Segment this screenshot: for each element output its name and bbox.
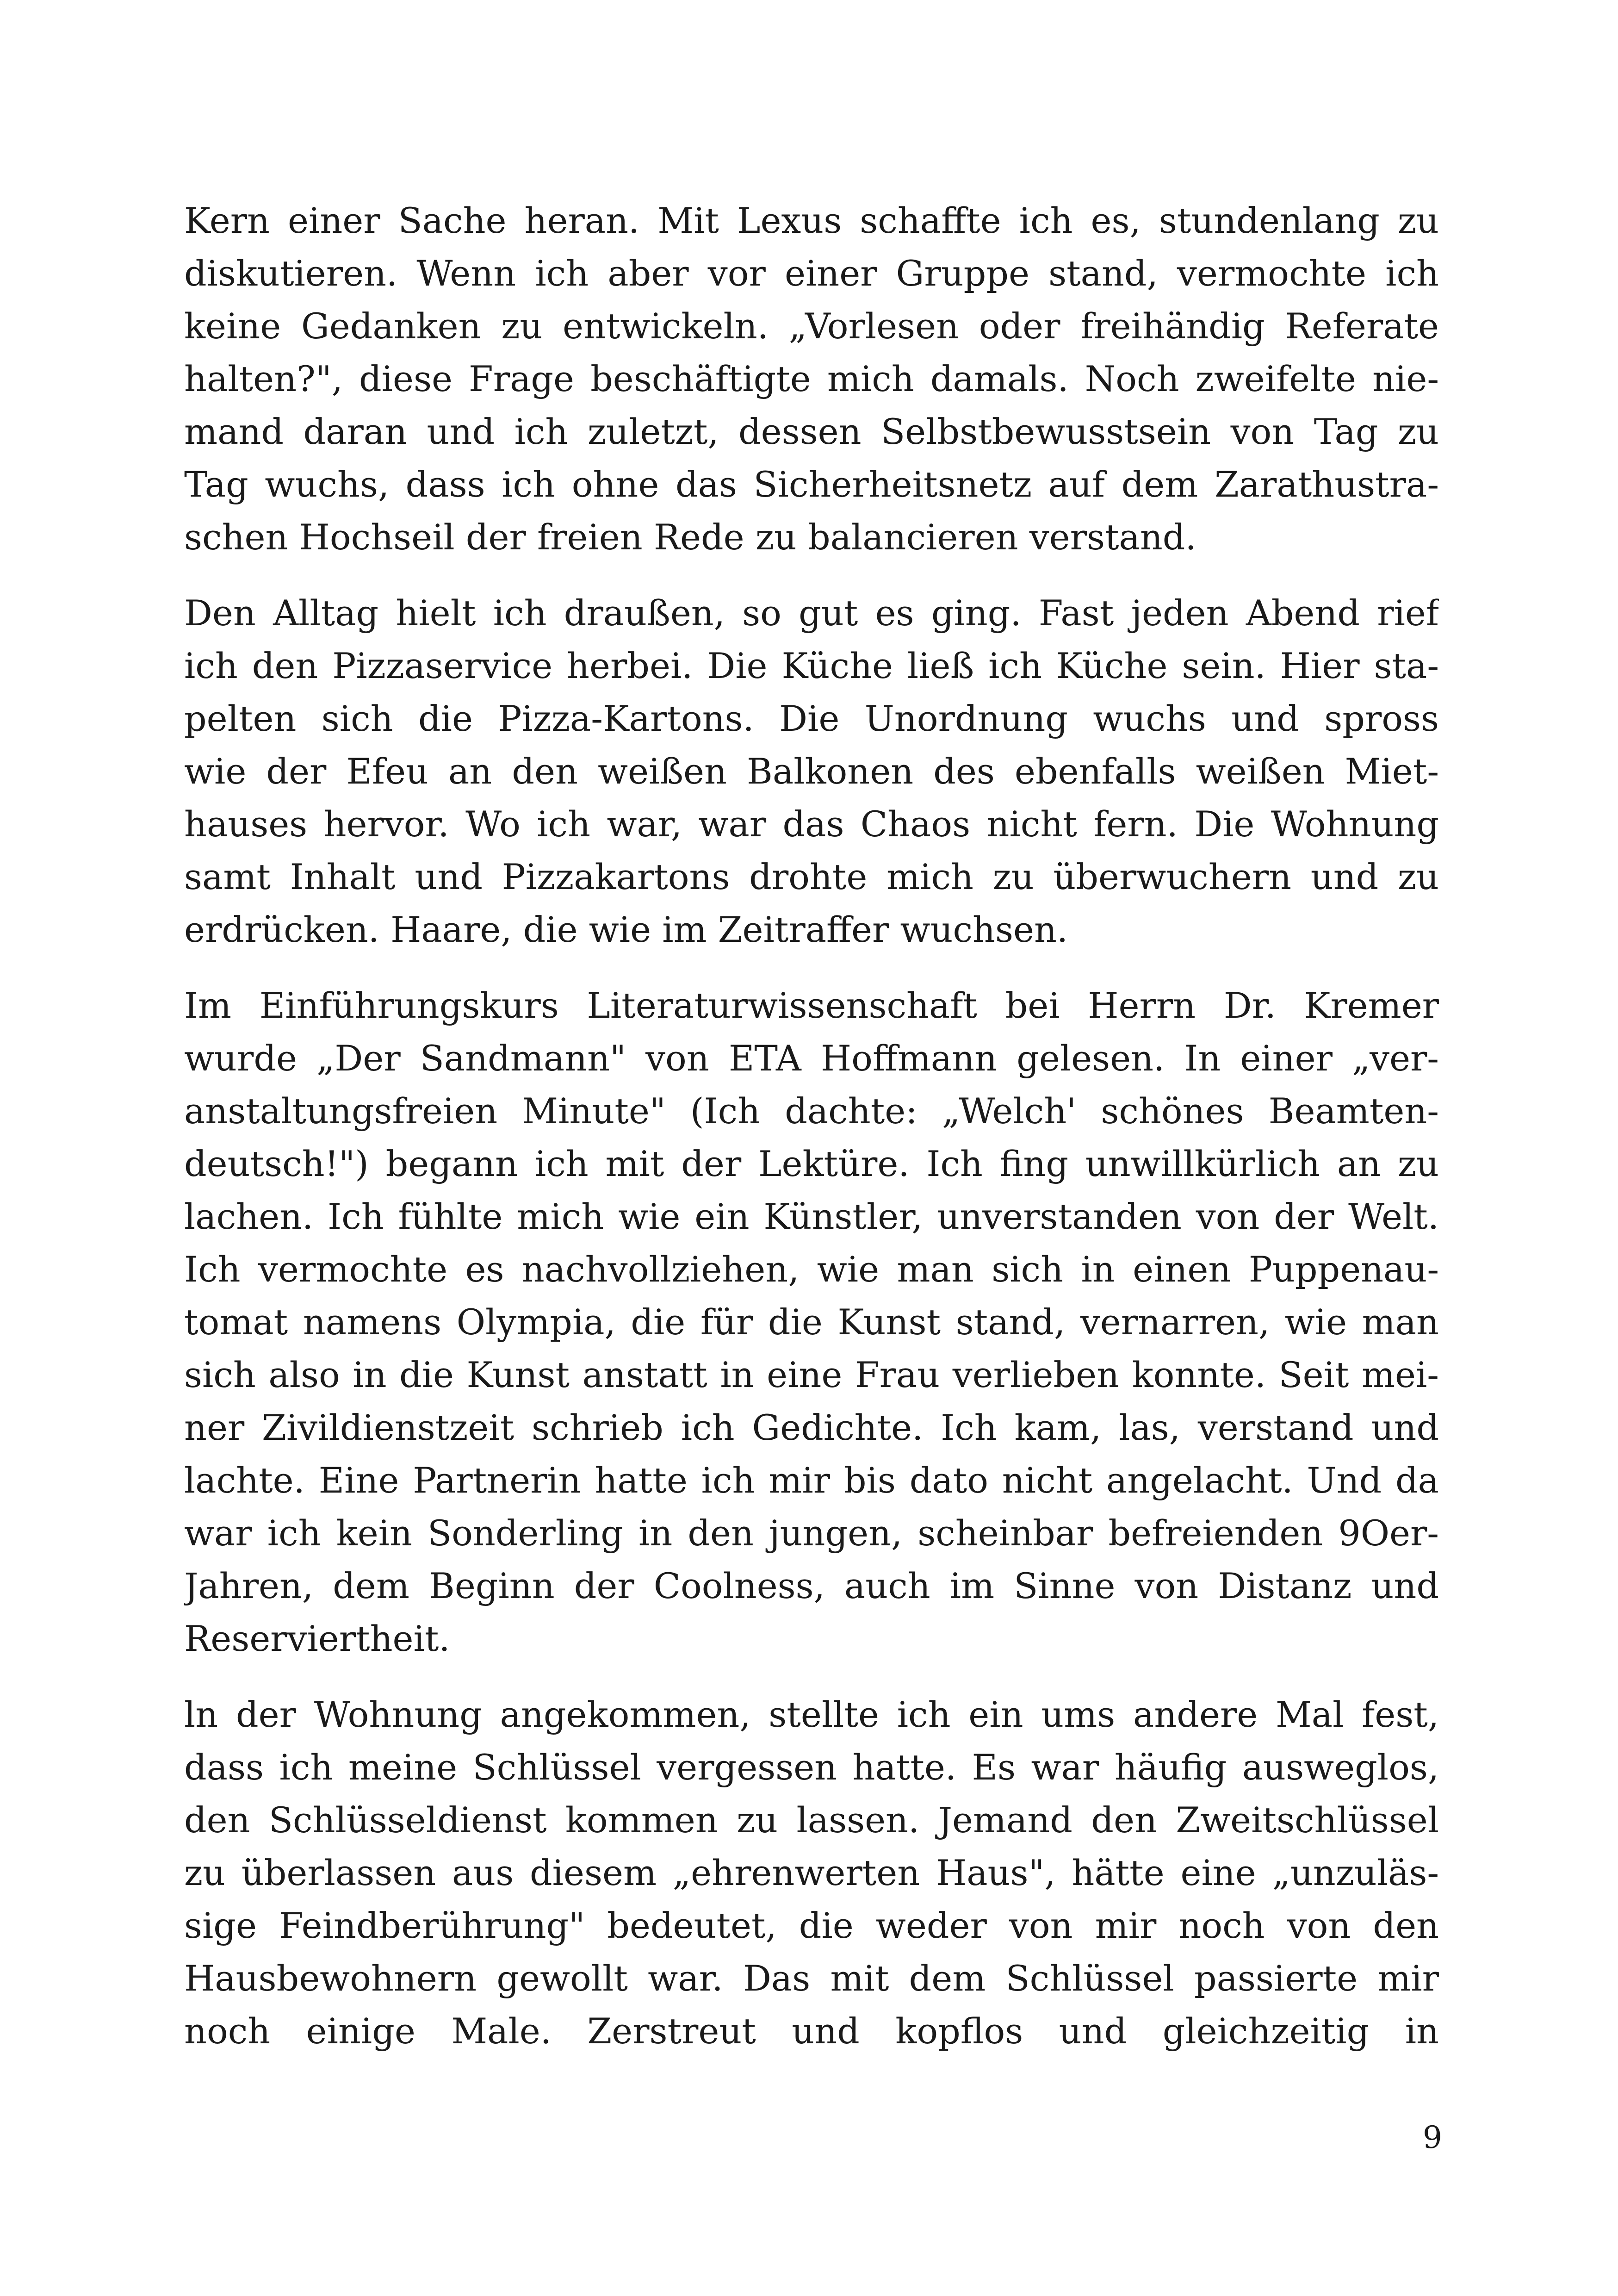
text-line: zu überlassen aus diesem „ehrenwerten Haus", hätte eine „unzuläs- [184, 1852, 1439, 1893]
text-line: wurde „Der Sandmann" von ETA Hoffmann gelesen. In einer „ver- [184, 1038, 1439, 1079]
paragraph [184, 587, 1439, 956]
text-line: war ich kein Sonderling in den jungen, scheinbar befreienden 9Oer- [184, 1512, 1439, 1554]
text-line: pelten sich die Pizza-Kartons. Die Unordnung wuchs und spross [184, 698, 1439, 739]
text-line: tomat namens Olympia, die für die Kunst stand, vernarren, wie man [184, 1301, 1439, 1343]
text-line: ner Zivildienstzeit schrieb ich Gedichte. Ich kam, las, verstand und [184, 1407, 1439, 1448]
text-line: halten?", diese Frage beschäftigte mich damals. Noch zweifelte nie- [184, 358, 1439, 399]
page-number: 9 [1423, 2120, 1442, 2155]
text-line: wie der Efeu an den weißen Balkonen des ebenfalls weißen Miet- [184, 751, 1439, 792]
text-line: Den Alltag hielt ich draußen, so gut es ging. Fast jeden Abend rief [184, 592, 1439, 634]
text-line: ich den Pizzaservice herbei. Die Küche ließ ich Küche sein. Hier sta- [184, 645, 1439, 686]
text-line: lachte. Eine Partnerin hatte ich mir bis dato nicht angelacht. Und da [184, 1460, 1439, 1501]
text-line: samt Inhalt und Pizzakartons drohte mich zu überwuchern und zu [184, 856, 1439, 897]
text-line: Jahren, dem Beginn der Coolness, auch im Sinne von Distanz und [184, 1565, 1439, 1606]
paragraph [184, 1688, 1439, 2058]
text-line: diskutieren. Wenn ich aber vor einer Gruppe stand, vermochte ich [184, 253, 1439, 294]
text-line: erdrücken. Haare, die wie im Zeitraffer wuchsen. [184, 909, 1068, 950]
text-line: ln der Wohnung angekommen, stellte ich ein ums andere Mal fest, [184, 1694, 1439, 1735]
text-line: schen Hochseil der freien Rede zu balancieren verstand. [184, 516, 1196, 558]
text-line: mand daran und ich zuletzt, dessen Selbstbewusstsein von Tag zu [184, 411, 1439, 452]
text-line: sige Feindberührung" bedeutet, die weder von mir noch von den [184, 1905, 1439, 1946]
text-line: lachen. Ich fühlte mich wie ein Künstler, unverstanden von der Welt. [184, 1196, 1439, 1237]
text-line: deutsch!") begann ich mit der Lektüre. Ich fing unwillkürlich an zu [184, 1143, 1439, 1184]
text-line: keine Gedanken zu entwickeln. „Vorlesen oder freihändig Referate [184, 305, 1439, 347]
paragraph [184, 194, 1439, 564]
text-line: noch einige Male. Zerstreut und kopflos und gleichzeitig in [184, 2010, 1439, 2052]
paragraph [184, 979, 1439, 1665]
text-line: anstaltungsfreien Minute" (Ich dachte: „Welch' schönes Beamten- [184, 1090, 1439, 1132]
text-line: Ich vermochte es nachvollziehen, wie man sich in einen Puppenau- [184, 1249, 1439, 1290]
text-line: sich also in die Kunst anstatt in eine Frau verlieben konnte. Seit mei- [184, 1354, 1439, 1395]
text-line: Kern einer Sache heran. Mit Lexus schaffte ich es, stundenlang zu [184, 200, 1439, 241]
text-line: hauses hervor. Wo ich war, war das Chaos nicht fern. Die Wohnung [184, 803, 1439, 845]
text-line: den Schlüsseldienst kommen zu lassen. Jemand den Zweitschlüssel [184, 1799, 1439, 1841]
text-line: Hausbewohnern gewollt war. Das mit dem Schlüssel passierte mir [184, 1958, 1439, 1999]
text-line: dass ich meine Schlüssel vergessen hatte. Es war häufig ausweglos, [184, 1747, 1439, 1788]
body-text [184, 194, 1439, 2081]
text-line: Im Einführungskurs Literaturwissenschaft bei Herrn Dr. Kremer [184, 985, 1439, 1026]
text-line: Tag wuchs, dass ich ohne das Sicherheitsnetz auf dem Zarathustra- [184, 464, 1439, 505]
text-line: Reserviertheit. [184, 1618, 450, 1659]
